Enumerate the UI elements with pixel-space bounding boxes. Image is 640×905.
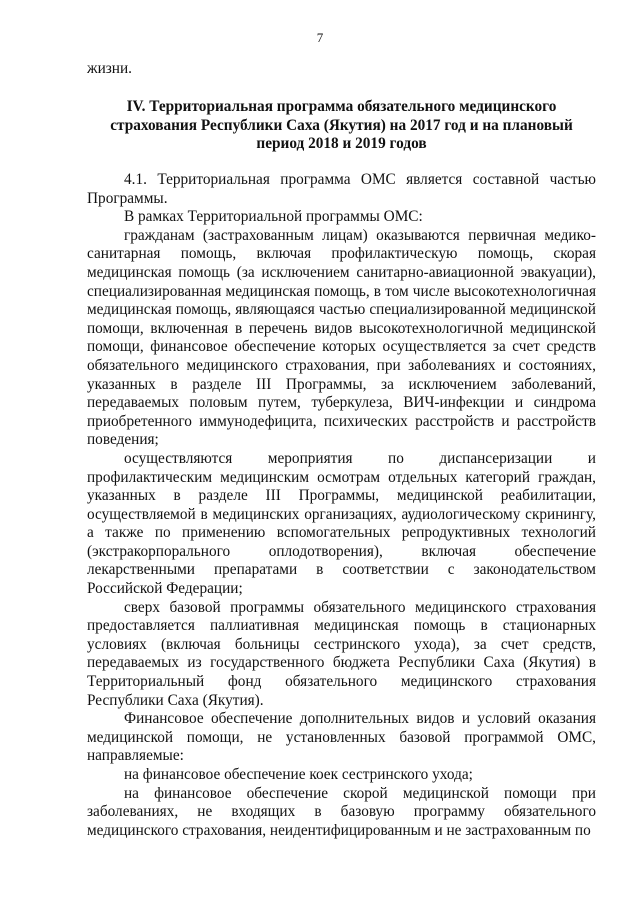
paragraph: сверх базовой программы обязательного медицинского страхования предоставляется паллиативная медицинская помощь в стационарных условиях (включая больницы сестринского ухода), за счет средств, передаваемых из государственного бюджета Республики Саха (Якутия) в Территориальный фонд обязательного медицинского страхования Республики Саха (Якутия). <box>87 598 596 709</box>
paragraph: Финансовое обеспечение дополнительных видов и условий оказания медицинской помощи, не установленных базовой программой ОМС, направляемые: <box>87 710 596 765</box>
paragraph: на финансовое обеспечение скорой медицинской помощи при заболеваниях, не входящих в базовую программу обязательного медицинского страхования, неидентифицированным и не застрахованным по <box>87 784 596 839</box>
lead-fragment <box>87 60 596 79</box>
paragraph: 4.1. Территориальная программа ОМС является составной частью Программы. <box>87 171 596 207</box>
paragraph: В рамках Территориальной программы ОМС: <box>124 208 423 226</box>
heading-line: период 2018 и 2019 годов <box>256 135 427 153</box>
heading-line: IV. Территориальная программа обязательного медицинского <box>126 98 557 115</box>
section-heading <box>87 98 596 154</box>
paragraph: осуществляются мероприятия по диспансеризации и профилактическим медицинским осмотрам отдельных категорий граждан, указанных в разделе III Программы, медицинской реабилитации, осуществляемой в медицинских организациях, аудиологическому скринингу, а также по применению вспомогательных репродуктивных технологий (экстракорпорального оплодотворения), включая обеспечение лекарственными препаратами в соответствии с законодательством Российской Федерации; <box>87 449 596 598</box>
paragraph: на финансовое обеспечение коек сестринского ухода; <box>124 766 473 783</box>
section-body <box>87 171 596 840</box>
paragraph: гражданам (застрахованным лицам) оказываются первичная медико-санитарная помощь, включая профилактическую помощь, скорая медицинская помощь (за исключением санитарно-авиационной эвакуации), специализированная медицинская помощь, в том числе высокотехнологичная медицинская помощь, являющаяся частью специализированной медицинской помощи, включенная в перечень видов высокотехнологичной медицинской помощи, финансовое обеспечение которых осуществляется за счет средств обязательного медицинского страхования, при заболеваниях и состояниях, указанных в разделе III Программы, за исключением заболеваний, передаваемых половым путем, туберкулеза, ВИЧ-инфекции и синдрома приобретенного иммунодефицита, психических расстройств и расстройств поведения; <box>87 226 596 449</box>
page-number: 7 <box>316 30 324 45</box>
lead-text: жизни. <box>87 60 132 77</box>
heading-line: страхования Республики Саха (Якутия) на 2017 год и на плановый <box>110 116 573 134</box>
